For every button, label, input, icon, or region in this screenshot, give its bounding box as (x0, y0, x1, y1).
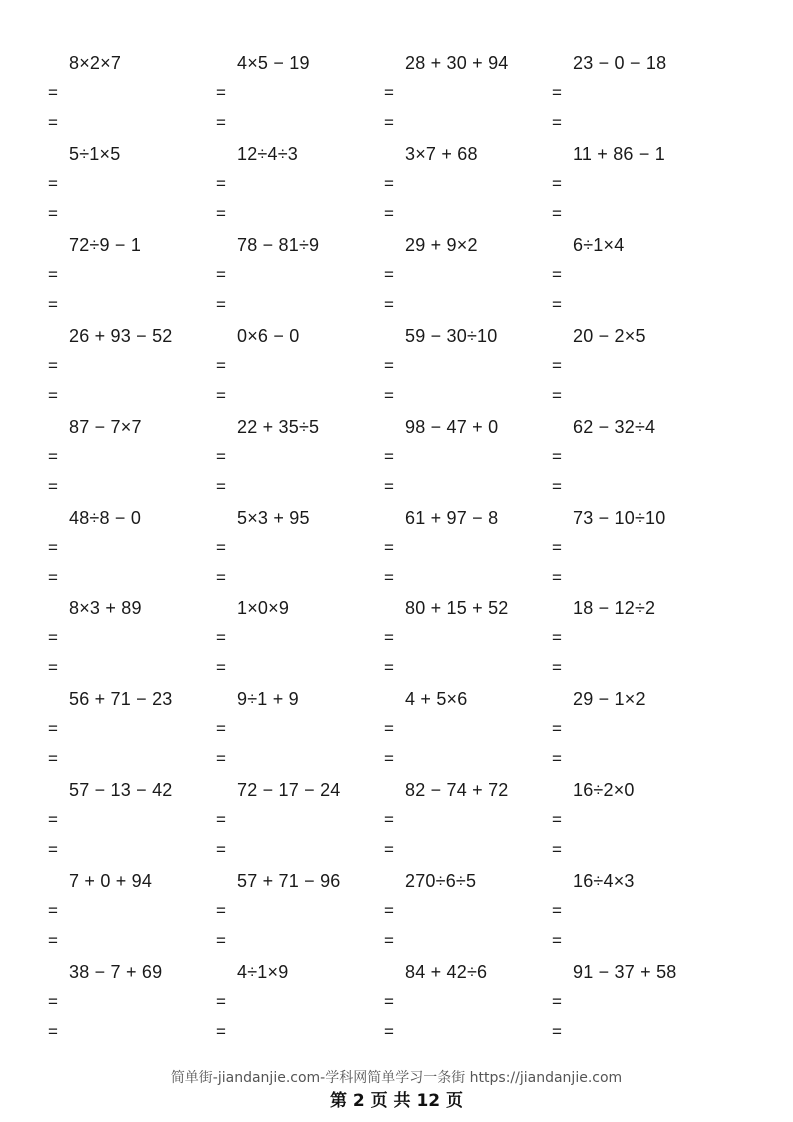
footer-source-text: 简单街-jiandanjie.com-学科网简单学习一条街 https://jiandanjie.com (170, 1070, 623, 1086)
answer-line-1[interactable]: = (48, 83, 58, 102)
problem-r9-c1 (48, 779, 216, 870)
problem-r4-c3 (384, 325, 552, 416)
answer-line-2[interactable]: = (48, 931, 58, 951)
answer-line-2[interactable]: = (216, 749, 226, 769)
problem-expression: 80 + 15 + 52 (405, 598, 509, 619)
answer-line-1[interactable]: = (384, 719, 394, 739)
problem-r8-c1 (48, 688, 216, 779)
answer-line-1[interactable]: = (552, 810, 562, 830)
answer-line-1[interactable]: = (48, 355, 58, 375)
answer-line-1[interactable]: = (384, 83, 394, 102)
problem-r3-c1 (48, 234, 216, 325)
answer-line-2[interactable]: = (552, 203, 562, 223)
answer-line-1[interactable]: = (384, 901, 394, 921)
problem-expression: 8×3 + 89 (69, 598, 142, 619)
problem-r4-c1 (48, 325, 216, 416)
problem-r1-c4 (552, 52, 720, 143)
problem-expression: 23 − 0 − 18 (573, 53, 667, 73)
answer-line-1[interactable]: = (384, 446, 394, 466)
problem-expression: 87 − 7×7 (69, 416, 142, 437)
answer-line-2[interactable]: = (48, 294, 58, 314)
answer-line-2[interactable]: = (216, 840, 226, 860)
answer-line-1[interactable]: = (384, 173, 394, 193)
problem-r7-c3 (384, 597, 552, 688)
answer-line-2[interactable]: = (48, 658, 58, 678)
answer-line-2[interactable]: = (552, 840, 562, 860)
answer-line-2[interactable]: = (216, 385, 226, 405)
problem-expression: 72 − 17 − 24 (237, 780, 341, 801)
answer-line-2[interactable]: = (216, 203, 226, 223)
problem-r3-c4 (552, 234, 720, 325)
problem-expression: 57 + 71 − 96 (237, 871, 341, 892)
problem-r5-c1 (48, 416, 216, 507)
answer-line-2[interactable]: = (48, 749, 58, 769)
problem-r4-c4 (552, 325, 720, 416)
answer-line-2[interactable]: = (384, 749, 394, 769)
problem-r7-c4 (552, 597, 720, 688)
problem-expression: 57 − 13 − 42 (69, 780, 173, 801)
problem-expression: 91 − 37 + 58 (573, 962, 677, 982)
problem-expression: 82 − 74 + 72 (405, 780, 509, 801)
problem-r10-c3 (384, 870, 552, 961)
answer-line-2[interactable]: = (552, 476, 562, 496)
problem-expression: 3×7 + 68 (405, 143, 478, 164)
problem-r4-c2 (216, 325, 384, 416)
answer-line-2[interactable]: = (552, 749, 562, 769)
problem-expression: 62 − 32÷4 (573, 416, 656, 437)
answer-line-1[interactable]: = (384, 810, 394, 830)
problem-expression: 5×3 + 95 (237, 507, 310, 528)
answer-line-1[interactable]: = (384, 355, 394, 375)
problem-r5-c2 (216, 416, 384, 507)
answer-line-1[interactable]: = (384, 264, 394, 284)
page-footer (0, 1068, 793, 1113)
problem-expression: 18 − 12÷2 (573, 598, 656, 619)
answer-line-2[interactable]: = (384, 385, 394, 405)
problem-expression: 4×5 − 19 (237, 53, 310, 73)
answer-line-2[interactable]: = (216, 931, 226, 951)
answer-line-2[interactable]: = (552, 113, 562, 132)
answer-line-1[interactable]: = (48, 628, 58, 648)
answer-line-2[interactable]: = (384, 203, 394, 223)
problem-r9-c4 (552, 779, 720, 870)
problem-r8-c2 (216, 688, 384, 779)
problem-r6-c1 (48, 507, 216, 598)
problem-r10-c2 (216, 870, 384, 961)
answer-line-1[interactable]: = (552, 83, 562, 102)
answer-line-2[interactable]: = (48, 840, 58, 860)
answer-line-1[interactable]: = (216, 628, 226, 648)
problem-expression: 6÷1×4 (573, 234, 625, 255)
answer-line-2[interactable]: = (552, 567, 562, 587)
problem-expression: 61 + 97 − 8 (405, 507, 499, 528)
problem-r1-c1 (48, 52, 216, 143)
problem-r6-c2 (216, 507, 384, 598)
answer-line-1[interactable]: = (552, 537, 562, 557)
problem-expression: 56 + 71 − 23 (69, 689, 173, 710)
answer-line-2[interactable]: = (216, 658, 226, 678)
problem-expression: 16÷2×0 (573, 780, 635, 801)
answer-line-1[interactable]: = (216, 537, 226, 557)
answer-line-1[interactable]: = (552, 628, 562, 648)
answer-line-1[interactable]: = (48, 810, 58, 830)
problem-r11-c3 (384, 961, 552, 1052)
answer-line-1[interactable]: = (552, 355, 562, 375)
problem-r2-c3 (384, 143, 552, 234)
problem-expression: 26 + 93 − 52 (69, 325, 173, 346)
answer-line-1[interactable]: = (384, 992, 394, 1011)
answer-line-1[interactable]: = (552, 992, 562, 1011)
answer-line-1[interactable]: = (48, 264, 58, 284)
answer-line-1[interactable]: = (552, 446, 562, 466)
answer-line-2[interactable]: = (48, 476, 58, 496)
answer-line-1[interactable]: = (216, 264, 226, 284)
answer-line-2[interactable]: = (48, 113, 58, 132)
problem-expression: 59 − 30÷10 (405, 325, 498, 346)
problem-expression: 4÷1×9 (237, 962, 289, 982)
answer-line-1[interactable]: = (48, 901, 58, 921)
problem-r9-c2 (216, 779, 384, 870)
problem-r3-c2 (216, 234, 384, 325)
problem-expression: 0×6 − 0 (237, 325, 300, 346)
problem-expression: 5÷1×5 (69, 143, 121, 164)
answer-line-2[interactable]: = (552, 658, 562, 678)
answer-line-1[interactable]: = (48, 446, 58, 466)
answer-line-2[interactable]: = (216, 567, 226, 587)
problem-expression: 11 + 86 − 1 (573, 143, 665, 164)
answer-line-1[interactable]: = (384, 628, 394, 648)
problem-r10-c1 (48, 870, 216, 961)
problem-expression: 29 + 9×2 (405, 234, 478, 255)
problem-r8-c3 (384, 688, 552, 779)
answer-line-1[interactable]: = (216, 83, 226, 102)
answer-line-2[interactable]: = (384, 476, 394, 496)
problem-r9-c3 (384, 779, 552, 870)
answer-line-1[interactable]: = (216, 901, 226, 921)
answer-line-2[interactable]: = (384, 113, 394, 132)
answer-line-2[interactable]: = (552, 1022, 562, 1041)
answer-line-2[interactable]: = (216, 476, 226, 496)
answer-line-2[interactable]: = (552, 294, 562, 314)
problem-r2-c2 (216, 143, 384, 234)
problem-r7-c2 (216, 597, 384, 688)
answer-line-2[interactable]: = (384, 840, 394, 860)
answer-line-1[interactable]: = (48, 173, 58, 193)
answer-line-2[interactable]: = (48, 567, 58, 587)
problem-r10-c4 (552, 870, 720, 961)
answer-line-1[interactable]: = (216, 992, 226, 1011)
problem-r11-c4 (552, 961, 720, 1052)
problem-expression: 8×2×7 (69, 53, 122, 73)
problem-r1-c3 (384, 52, 552, 143)
answer-line-2[interactable]: = (384, 1022, 394, 1041)
problem-expression: 4 + 5×6 (405, 689, 468, 710)
problem-expression: 7 + 0 + 94 (69, 871, 153, 892)
answer-line-1[interactable]: = (216, 446, 226, 466)
page-number: 第 2 页 共 12 页 (329, 1091, 464, 1111)
problem-r11-c1 (48, 961, 216, 1052)
problem-expression: 98 − 47 + 0 (405, 416, 499, 437)
problem-expression: 20 − 2×5 (573, 325, 646, 346)
answer-line-2[interactable]: = (384, 658, 394, 678)
answer-line-2[interactable]: = (384, 294, 394, 314)
problem-expression: 38 − 7 + 69 (69, 962, 163, 982)
problem-r6-c3 (384, 507, 552, 598)
problem-expression: 12÷4÷3 (237, 143, 299, 164)
answer-line-1[interactable]: = (216, 810, 226, 830)
answer-line-1[interactable]: = (216, 173, 226, 193)
answer-line-2[interactable]: = (216, 113, 226, 132)
answer-line-1[interactable]: = (48, 992, 58, 1011)
problem-expression: 16÷4×3 (573, 871, 635, 892)
problem-r6-c4 (552, 507, 720, 598)
answer-line-2[interactable]: = (384, 931, 394, 951)
answer-line-1[interactable]: = (216, 355, 226, 375)
problem-r3-c3 (384, 234, 552, 325)
problem-r2-c4 (552, 143, 720, 234)
answer-line-2[interactable]: = (216, 294, 226, 314)
problem-expression: 48÷8 − 0 (69, 507, 142, 528)
problem-r1-c2 (216, 52, 384, 143)
problem-expression: 73 − 10÷10 (573, 507, 666, 528)
answer-line-2[interactable]: = (48, 385, 58, 405)
problem-r11-c2 (216, 961, 384, 1052)
answer-line-2[interactable]: = (552, 931, 562, 951)
problem-r2-c1 (48, 143, 216, 234)
problem-r5-c4 (552, 416, 720, 507)
answer-line-2[interactable]: = (552, 385, 562, 405)
answer-line-1[interactable]: = (384, 537, 394, 557)
answer-line-1[interactable]: = (552, 264, 562, 284)
problem-expression: 28 + 30 + 94 (405, 53, 509, 73)
answer-line-2[interactable]: = (384, 567, 394, 587)
answer-line-1[interactable]: = (552, 173, 562, 193)
problem-expression: 29 − 1×2 (573, 689, 646, 710)
problem-expression: 72÷9 − 1 (69, 234, 142, 255)
problem-expression: 1×0×9 (237, 598, 290, 619)
answer-line-1[interactable]: = (552, 901, 562, 921)
answer-line-1[interactable]: = (48, 537, 58, 557)
problem-expression: 78 − 81÷9 (237, 234, 320, 255)
problem-r7-c1 (48, 597, 216, 688)
answer-line-1[interactable]: = (48, 719, 58, 739)
answer-line-2[interactable]: = (48, 203, 58, 223)
problem-expression: 9÷1 + 9 (237, 689, 299, 710)
problem-expression: 22 + 35÷5 (237, 416, 320, 437)
answer-line-1[interactable]: = (216, 719, 226, 739)
answer-line-2[interactable]: = (216, 1022, 226, 1041)
problem-expression: 270÷6÷5 (405, 871, 477, 892)
problem-r5-c3 (384, 416, 552, 507)
problem-expression: 84 + 42÷6 (405, 962, 488, 982)
answer-line-2[interactable]: = (48, 1022, 58, 1041)
problem-r8-c4 (552, 688, 720, 779)
answer-line-1[interactable]: = (552, 719, 562, 739)
